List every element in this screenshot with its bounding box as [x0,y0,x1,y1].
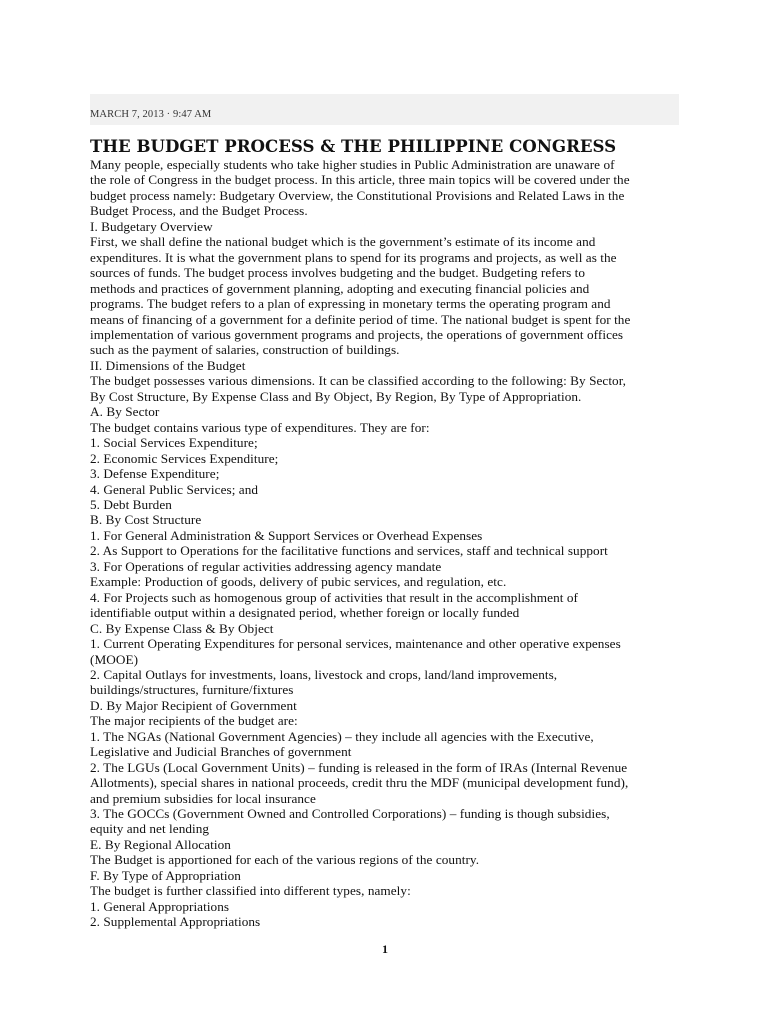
article-line: 2. Capital Outlays for investments, loans, livestock and crops, land/land improvements, [90,666,558,682]
article-line: the role of Congress in the budget process. In this article, three main topics will be covered under the [90,172,630,188]
article-line: The budget possesses various dimensions. It can be classified according to the following: By Sector, [90,373,627,389]
article-line: The budget contains various type of expenditures. They are for: [90,419,430,435]
article-line: buildings/structures, furniture/fixtures [90,682,294,698]
article-line: 1. The NGAs (National Government Agencies) – they include all agencies with the Executive, [90,728,594,744]
article-line: 1. For General Administration & Support Services or Overhead Expenses [90,527,483,543]
article-line: 4. General Public Services; and [90,481,259,497]
article-line: 5. Debt Burden [90,496,172,512]
article-line: First, we shall define the national budget which is the government’s estimate of its income and [90,234,596,250]
article-line: budget process namely: Budgetary Overview, the Constitutional Provisions and Related Laws in the [90,187,625,203]
article-line: B. By Cost Structure [90,512,202,528]
article-line: The budget is further classified into different types, namely: [90,883,411,899]
page-number: 1 [382,942,388,956]
article-line: 2. As Support to Operations for the facilitative functions and services, staff and technical support [90,543,608,559]
article-line: implementation of various government programs and projects, the operations of government offices [90,326,624,342]
article-title: THE BUDGET PROCESS & THE PHILIPPINE CONGRESS [90,136,617,156]
article-line: II. Dimensions of the Budget [90,357,246,373]
article-line: 2. The LGUs (Local Government Units) – funding is released in the form of IRAs (Internal Revenue [90,759,628,775]
article-line: and premium subsidies for local insurance [90,790,316,806]
article-line: 1. General Appropriations [90,898,230,914]
article-line: expenditures. It is what the government plans to spend for its programs and projects, as well as the [90,249,617,265]
article-line: means of financing of a government for a definite period of time. The national budget is spent for the [90,311,631,327]
article-line: The Budget is apportioned for each of the various regions of the country. [90,852,480,868]
article-line: such as the payment of salaries, construction of buildings. [90,342,400,358]
article-line: 1. Current Operating Expenditures for personal services, maintenance and other operative expenses [90,636,621,652]
article-line: sources of funds. The budget process involves budgeting and the budget. Budgeting refers to [90,265,586,281]
article [90,134,690,930]
article-line: A. By Sector [90,404,160,420]
article-body [90,157,690,930]
date-bar [90,94,679,125]
article-line: Example: Production of goods, delivery of pubic services, and regulation, etc. [90,574,507,590]
article-line: D. By Major Recipient of Government [90,697,297,713]
article-line: F. By Type of Appropriation [90,867,241,883]
article-line: 3. For Operations of regular activities addressing agency mandate [90,558,442,574]
article-line: Many people, especially students who take higher studies in Public Administration are unaware of [90,157,615,172]
article-line: (MOOE) [90,651,139,667]
article-line: C. By Expense Class & By Object [90,620,274,636]
article-line: identifiable output within a designated period, whether foreign or locally funded [90,605,520,621]
article-line: 2. Supplemental Appropriations [90,914,261,930]
article-line: The major recipients of the budget are: [90,713,298,729]
article-line: Allotments), special shares in national proceeds, credit thru the MDF (municipal development fund), [90,775,629,791]
post-date: MARCH 7, 2013 · 9:47 AM [90,109,212,120]
article-line: Legislative and Judicial Branches of government [90,744,352,760]
article-line: Budget Process, and the Budget Process. [90,203,308,219]
article-line: methods and practices of government planning, adopting and executing financial policies and [90,280,590,296]
article-line: programs. The budget refers to a plan of expressing in monetary terms the operating program and [90,296,611,312]
article-line: 3. The GOCCs (Government Owned and Controlled Corporations) – funding is though subsidies, [90,806,610,822]
article-line: I. Budgetary Overview [90,218,213,234]
article-line: E. By Regional Allocation [90,836,231,852]
article-line: equity and net lending [90,821,210,837]
article-line: By Cost Structure, By Expense Class and By Object, By Region, By Type of Appropriation. [90,388,582,404]
article-line: 3. Defense Expenditure; [90,466,220,482]
article-line: 2. Economic Services Expenditure; [90,450,279,466]
article-line: 1. Social Services Expenditure; [90,435,258,451]
article-line: 4. For Projects such as homogenous group of activities that result in the accomplishment of [90,589,578,605]
